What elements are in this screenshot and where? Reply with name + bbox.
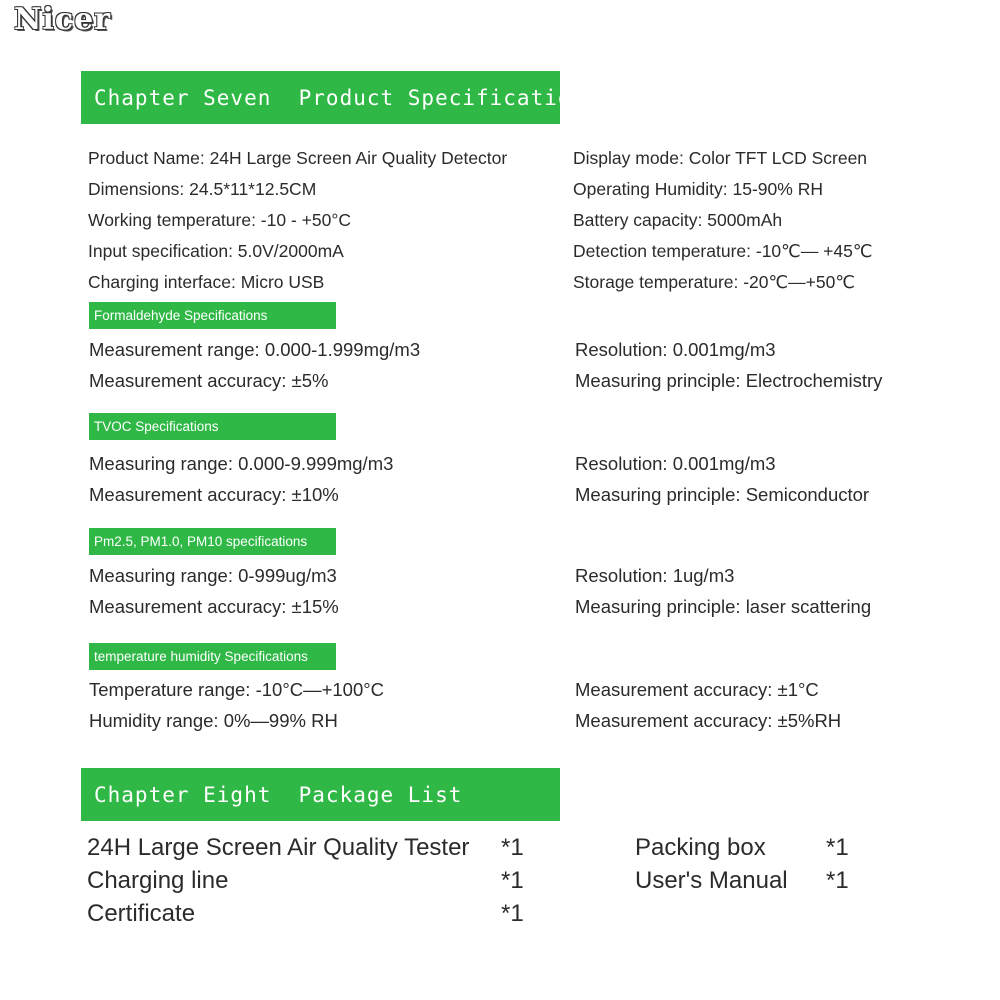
chapter-eight-header: Chapter Eight Package List <box>81 768 560 821</box>
spec-display-mode: Display mode: Color TFT LCD Screen <box>573 148 868 168</box>
temp-humidity-section-header: temperature humidity Specifications <box>89 643 336 670</box>
package-item-qty: *1 <box>826 867 849 894</box>
spec-input: Input specification: 5.0V/2000mA <box>88 241 344 261</box>
package-item-qty: *1 <box>501 834 524 861</box>
humidity-range: Humidity range: 0%—99% RH <box>89 710 338 731</box>
package-item-name: Packing box <box>635 834 766 861</box>
spec-battery: Battery capacity: 5000mAh <box>573 210 783 230</box>
package-item-name: 24H Large Screen Air Quality Tester <box>87 834 470 861</box>
package-item-name: Certificate <box>87 900 196 927</box>
formaldehyde-principle: Measuring principle: Electrochemistry <box>575 370 883 391</box>
pm-resolution: Resolution: 1ug/m3 <box>575 565 735 586</box>
spec-detection-temperature: Detection temperature: -10℃— +45℃ <box>573 241 873 261</box>
chapter-seven-header: Chapter Seven Product Specification <box>81 71 560 124</box>
temperature-range: Temperature range: -10°C—+100°C <box>89 679 385 700</box>
spec-storage-temperature: Storage temperature: -20℃—+50℃ <box>573 272 856 292</box>
package-item-name: User's Manual <box>635 867 788 894</box>
tvoc-resolution: Resolution: 0.001mg/m3 <box>575 453 776 474</box>
pm-principle: Measuring principle: laser scattering <box>575 596 872 617</box>
package-item-qty: *1 <box>501 867 524 894</box>
package-item-qty: *1 <box>501 900 524 927</box>
spec-dimensions: Dimensions: 24.5*11*12.5CM <box>88 179 317 199</box>
pm-accuracy: Measurement accuracy: ±15% <box>89 596 339 617</box>
spec-operating-humidity: Operating Humidity: 15-90% RH <box>573 179 823 199</box>
package-item-name: Charging line <box>87 867 229 894</box>
pm-range: Measuring range: 0-999ug/m3 <box>89 565 337 586</box>
package-item-qty: *1 <box>826 834 849 861</box>
spec-charging-interface: Charging interface: Micro USB <box>88 272 325 292</box>
formaldehyde-section-header: Formaldehyde Specifications <box>89 302 336 329</box>
brand-logo: Nicer <box>14 2 111 37</box>
spec-product-name: Product Name: 24H Large Screen Air Quality Detector <box>88 148 508 168</box>
spec-working-temperature: Working temperature: -10 - +50°C <box>88 210 351 230</box>
formaldehyde-accuracy: Measurement accuracy: ±5% <box>89 370 329 391</box>
humidity-accuracy: Measurement accuracy: ±5%RH <box>575 710 842 731</box>
formaldehyde-resolution: Resolution: 0.001mg/m3 <box>575 339 776 360</box>
tvoc-section-header: TVOC Specifications <box>89 413 336 440</box>
tvoc-range: Measuring range: 0.000-9.999mg/m3 <box>89 453 394 474</box>
tvoc-principle: Measuring principle: Semiconductor <box>575 484 870 505</box>
formaldehyde-range: Measurement range: 0.000-1.999mg/m3 <box>89 339 421 360</box>
pm-section-header: Pm2.5, PM1.0, PM10 specifications <box>89 528 336 555</box>
temperature-accuracy: Measurement accuracy: ±1°C <box>575 679 819 700</box>
tvoc-accuracy: Measurement accuracy: ±10% <box>89 484 339 505</box>
